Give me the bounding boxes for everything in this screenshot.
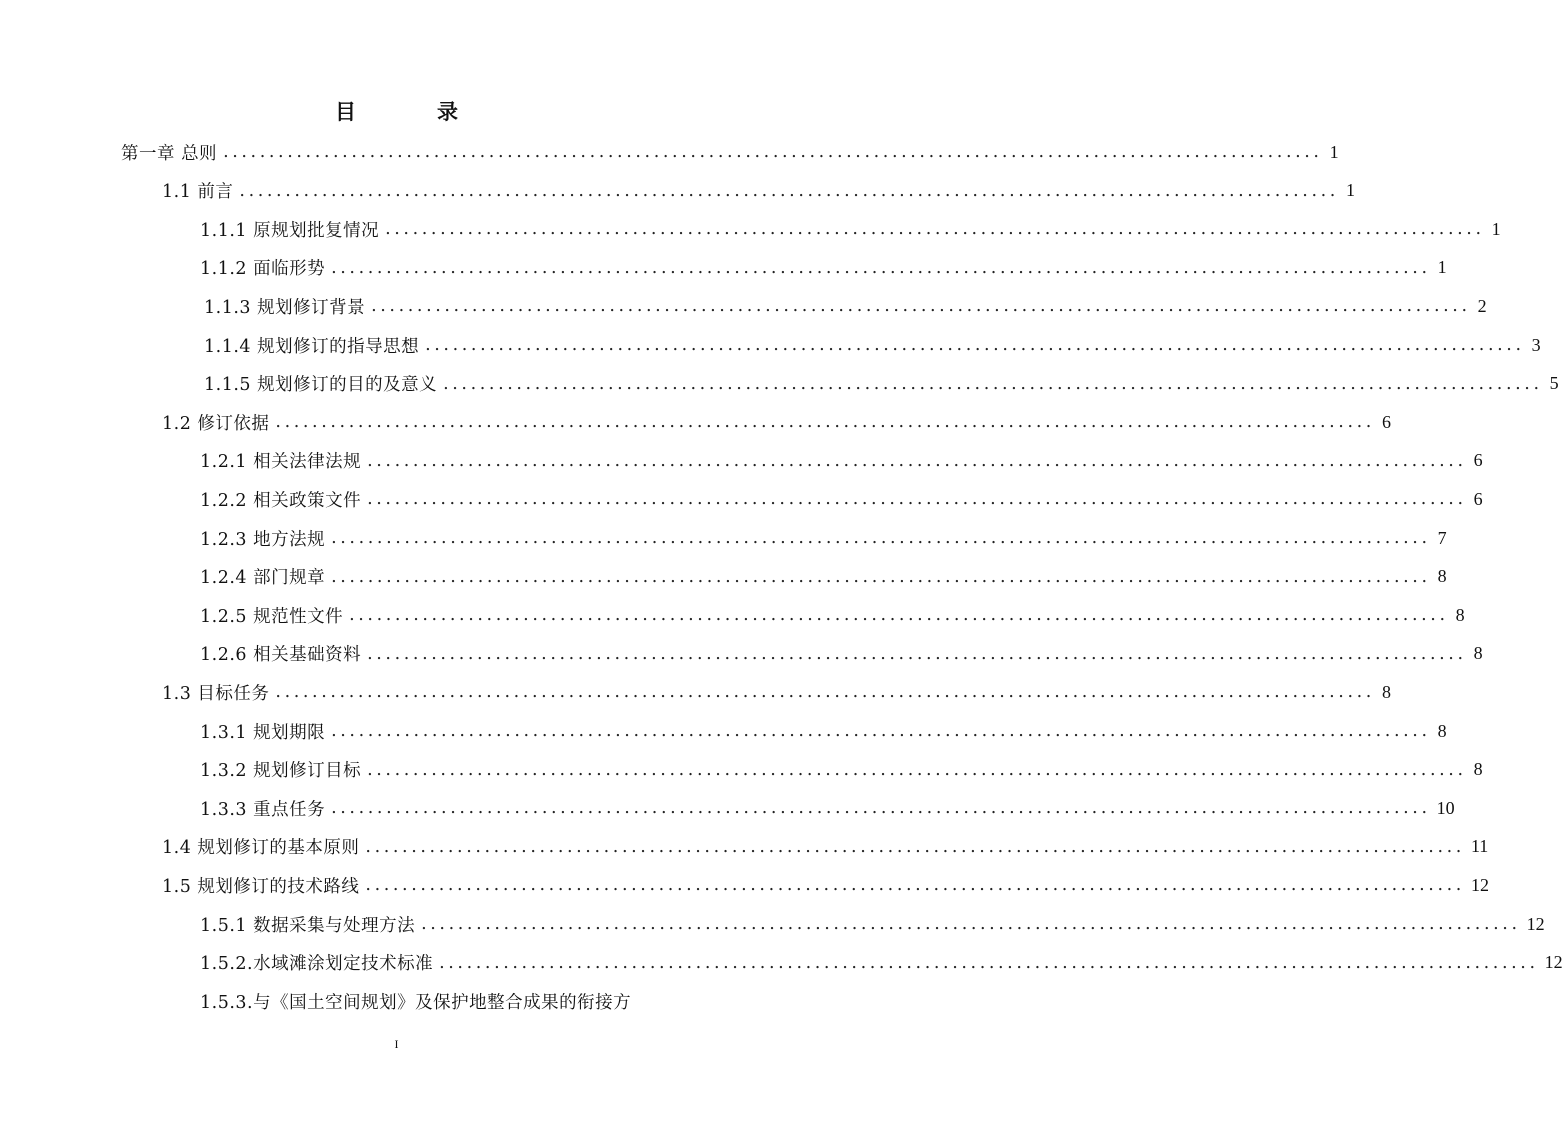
toc-leader-dots: ........................................................................................................................ [367, 450, 1467, 471]
toc-leader-dots: ........................................................................................................................ [223, 142, 1323, 162]
toc-entry[interactable] [200, 519, 1447, 557]
toc-leader-dots: ........................................................................................................................ [331, 798, 1431, 819]
toc-entry-label: 1.2 修订依据 [162, 413, 270, 434]
toc-leader-dots: ........................................................................................................................ [275, 412, 1375, 433]
toc-entry[interactable] [204, 326, 1541, 364]
toc-page-number: 8 [1455, 604, 1465, 625]
toc-entry-label: 1.1.2 面临形势 [200, 259, 326, 280]
toc-page-number: 6 [1473, 488, 1483, 509]
toc-entry-label: 1.5.1 数据采集与处理方法 [200, 915, 416, 936]
toc-leader-dots: ........................................................................................................................ [421, 914, 1521, 934]
toc-entry[interactable] [200, 558, 1447, 596]
toc-entry-label: 1.2.1 相关法律法规 [200, 452, 362, 473]
toc-entry-label: 1.2.2 相关政策文件 [200, 490, 362, 511]
toc-entry[interactable] [162, 673, 1391, 711]
toc-entry-label: 1.5.3.与《国土空间规划》及保护地整合成果的衔接方 [200, 992, 632, 1013]
toc-entry-label: 1.3.2 规划修订目标 [200, 761, 362, 782]
toc-entry-label: 第一章 总则 [121, 143, 218, 164]
toc-leader-dots: ........................................................................................................................ [439, 952, 1539, 973]
toc-entry[interactable] [200, 982, 673, 1020]
toc-entry-label: 1.1.5 规划修订的目的及意义 [204, 375, 438, 396]
toc-leader-dots: ........................................................................................................................ [425, 335, 1525, 355]
toc-page-number: 3 [1531, 334, 1541, 355]
toc-entry-label: 1.3.1 规划期限 [200, 722, 326, 743]
toc-leader-dots: ........................................................................................................................ [331, 566, 1431, 587]
toc-entry-label: 1.2.4 部门规章 [200, 568, 326, 589]
toc-entry[interactable] [121, 133, 1339, 171]
toc-entry-label: 1.1.1 原规划批复情况 [200, 220, 380, 241]
toc-page-number: 7 [1437, 527, 1447, 548]
toc-entry-label: 1.2.5 规范性文件 [200, 606, 344, 627]
toc-leader-dots: ........................................................................................................................ [365, 875, 1465, 896]
toc-entry[interactable] [162, 866, 1489, 904]
toc-entry[interactable] [200, 596, 1465, 634]
toc-entry[interactable] [200, 789, 1455, 827]
toc-entry-label: 1.5.2.水域滩涂划定技术标准 [200, 954, 434, 975]
toc-entry[interactable] [200, 905, 1545, 943]
toc-entry-label: 1.4 规划修订的基本原则 [162, 838, 360, 859]
toc-page-number: 6 [1473, 450, 1483, 471]
toc-entry-label: 1.3.3 重点任务 [200, 799, 326, 820]
toc-page-number: 1 [1345, 180, 1355, 201]
toc-entry[interactable] [200, 480, 1483, 518]
toc-entry[interactable] [200, 249, 1447, 287]
toc-page-number: 8 [1381, 681, 1391, 702]
toc-page-number: 5 [1549, 373, 1559, 394]
toc-leader-dots: ........................................................................................................................ [365, 836, 1465, 857]
toc-page-number: 12 [1544, 952, 1563, 973]
page-title: 目 录 [335, 100, 488, 124]
toc-page-number: 8 [1473, 643, 1483, 664]
toc-page-number: 6 [1381, 411, 1391, 432]
toc-leader-dots: ........................................................................................................................ [331, 528, 1431, 548]
toc-entry[interactable] [162, 172, 1355, 210]
toc-leader-dots: ........................................................................................................................ [367, 759, 1467, 780]
toc-entry-label: 1.2.3 地方法规 [200, 529, 326, 550]
toc-entry-label: 1.2.6 相关基础资料 [200, 645, 362, 666]
toc-page-number: 1 [1329, 141, 1339, 162]
toc-leader-dots: ........................................................................................................................ [367, 489, 1467, 510]
toc-entry[interactable] [162, 403, 1391, 441]
toc-entry[interactable] [200, 442, 1483, 480]
toc-leader-dots: ........................................................................................................................ [371, 296, 1471, 317]
toc-page-number: 2 [1477, 295, 1487, 316]
toc-entry[interactable] [200, 210, 1501, 248]
toc-entry[interactable] [200, 712, 1447, 750]
toc-entry[interactable] [204, 287, 1487, 325]
toc-leader-dots: ........................................................................................................................ [275, 682, 1375, 703]
toc-page-number: 8 [1437, 720, 1447, 741]
toc-page-number: 8 [1437, 566, 1447, 587]
page-footer-number: I [394, 1037, 399, 1051]
toc-page-number: 1 [1491, 218, 1501, 239]
toc-entry[interactable] [200, 635, 1483, 673]
toc-entry[interactable] [200, 944, 1563, 982]
toc-page-number: 8 [1473, 759, 1483, 780]
toc-entry-label: 1.1 前言 [162, 182, 234, 203]
toc-leader-dots: ........................................................................................................................ [385, 219, 1485, 240]
toc-page-number: 1 [1437, 257, 1447, 278]
toc-leader-dots: ........................................................................................................................ [349, 605, 1449, 626]
toc-page-number: 11 [1470, 836, 1489, 857]
toc-page-number: 10 [1436, 797, 1455, 818]
toc-page-number: 12 [1470, 874, 1489, 895]
toc-entry-label: 1.5 规划修订的技术路线 [162, 876, 360, 897]
toc-entry[interactable] [200, 751, 1483, 789]
toc-entry-label: 1.1.3 规划修订背景 [204, 297, 366, 318]
toc-leader-dots: ........................................................................................................................ [331, 257, 1431, 278]
toc-leader-dots: ........................................................................................................................ [239, 180, 1339, 201]
toc-page-number: 12 [1526, 913, 1545, 934]
toc-entry[interactable] [162, 828, 1489, 866]
toc-entry-label: 1.3 目标任务 [162, 683, 270, 704]
toc-leader-dots: ........................................................................................................................ [367, 643, 1467, 664]
toc-leader-dots: ........................................................................................................................ [443, 373, 1543, 394]
toc-entry-label: 1.1.4 规划修订的指导思想 [204, 336, 420, 357]
toc-entry[interactable] [204, 365, 1559, 403]
toc-leader-dots: ........................................................................................................................ [331, 721, 1431, 741]
